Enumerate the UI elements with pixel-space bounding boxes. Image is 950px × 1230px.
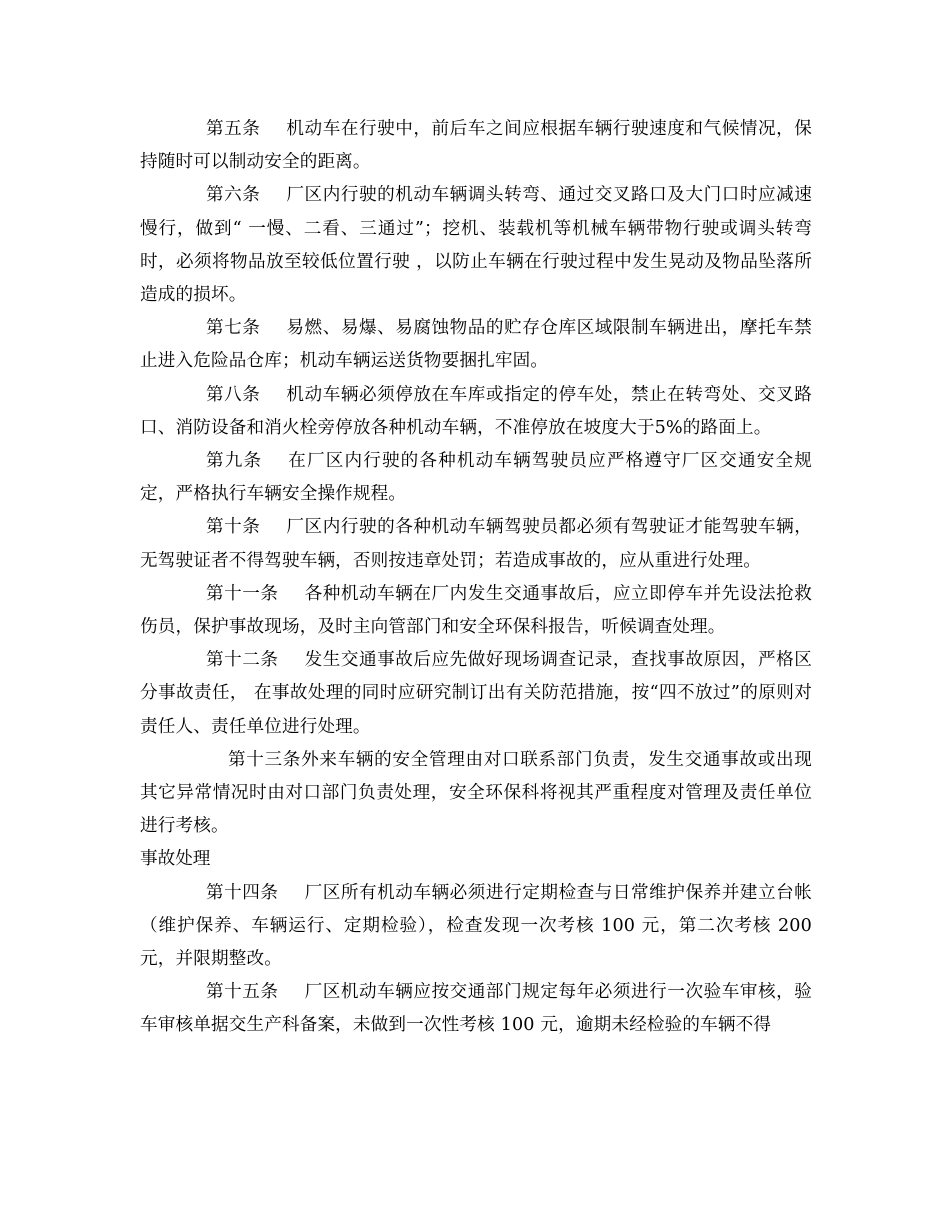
article-number: 第七条 bbox=[206, 318, 261, 339]
article-8 bbox=[140, 379, 812, 445]
article-text: 在厂区内行驶的各种机动车辆驾驶员应严格遵守厂区交通安全规定，严格执行车辆安全操作规程。 bbox=[140, 451, 813, 505]
article-text: 厂区内行驶的各种机动车辆驾驶员都必须有驾驶证才能驾驶车辆，无驾驶证者不得驾驶车辆，否则按违章处罚；若造成事故的，应从重进行处理。 bbox=[140, 517, 813, 571]
section-heading: 事故处理 bbox=[140, 849, 211, 870]
article-text: 机动车辆必须停放在车库或指定的停车处，禁止在转弯处、交叉路口、消防设备和消火栓旁停放各种机动车辆，不准停放在坡度大于5%的路面上。 bbox=[140, 384, 813, 438]
article-number: 第十五条 bbox=[206, 982, 279, 1003]
article-text: 机动车在行驶中，前后车之间应根据车辆行驶速度和气候情况，保持随时可以制动安全的距离。 bbox=[140, 119, 813, 173]
article-6 bbox=[140, 179, 812, 312]
article-text: 各种机动车辆在厂内发生交通事故后，应立即停车并先设法抢救伤员，保护事故现场，及时主向管部门和安全环保科报告，听候调查处理。 bbox=[140, 583, 813, 638]
article-10 bbox=[140, 511, 812, 577]
article-number: 第十四条 bbox=[206, 882, 279, 903]
article-number: 第八条 bbox=[206, 384, 261, 405]
article-text: 厂区内行驶的机动车辆调头转弯、通过交叉路口及大门口时应减速慢行，做到“ 一慢、二看、三通过”；挖机、装载机等机械车辆带物行驶或调头转弯时，必须将物品放至较低位置行驶 ，以防止车辆在行驶过程中发生晃动及物品坠落所造成的损坏。 bbox=[140, 185, 813, 306]
article-13 bbox=[140, 744, 812, 844]
article-9 bbox=[140, 445, 812, 511]
article-7 bbox=[140, 312, 812, 378]
article-number: 第十条 bbox=[206, 517, 261, 538]
article-11 bbox=[140, 578, 812, 644]
article-number: 第十一条 bbox=[206, 583, 279, 604]
article-text: 第十三条外来车辆的安全管理由对口联系部门负责，发生交通事故或出现其它异常情况时由对口部门负责处理，安全环保科将视其严重程度对管理及责任单位进行考核。 bbox=[140, 749, 812, 837]
article-15 bbox=[140, 976, 812, 1042]
article-5 bbox=[140, 113, 812, 179]
article-number: 第九条 bbox=[206, 451, 263, 472]
article-text: 发生交通事故后应先做好现场调查记录，查找事故原因，严格区分事故责任， 在事故处理的同时应研究制订出有关防范措施，按“四不放过”的原则对责任人、责任单位进行处理。 bbox=[140, 650, 813, 737]
article-number: 第六条 bbox=[206, 185, 261, 206]
article-number: 第五条 bbox=[206, 119, 261, 139]
article-number: 第十二条 bbox=[206, 650, 279, 671]
document-page bbox=[140, 113, 812, 1043]
article-text: 厂区机动车辆应按交通部门规定每年必须进行一次验车审核，验车审核单据交生产科备案，未做到一次性考核 100 元，逾期未经检验的车辆不得 bbox=[140, 982, 813, 1036]
article-12 bbox=[140, 644, 812, 744]
article-14 bbox=[140, 877, 812, 977]
article-text: 易燃、易爆、易腐蚀物品的贮存仓库区域限制车辆进出，摩托车禁止进入危险品仓库；机动车辆运送货物要捆扎牢固。 bbox=[140, 318, 813, 372]
article-text: 厂区所有机动车辆必须进行定期检查与日常维护保养并建立台帐（维护保养、车辆运行、定期检验），检查发现一次考核 100 元，第二次考核 200 元，并限期整改。 bbox=[140, 882, 813, 970]
